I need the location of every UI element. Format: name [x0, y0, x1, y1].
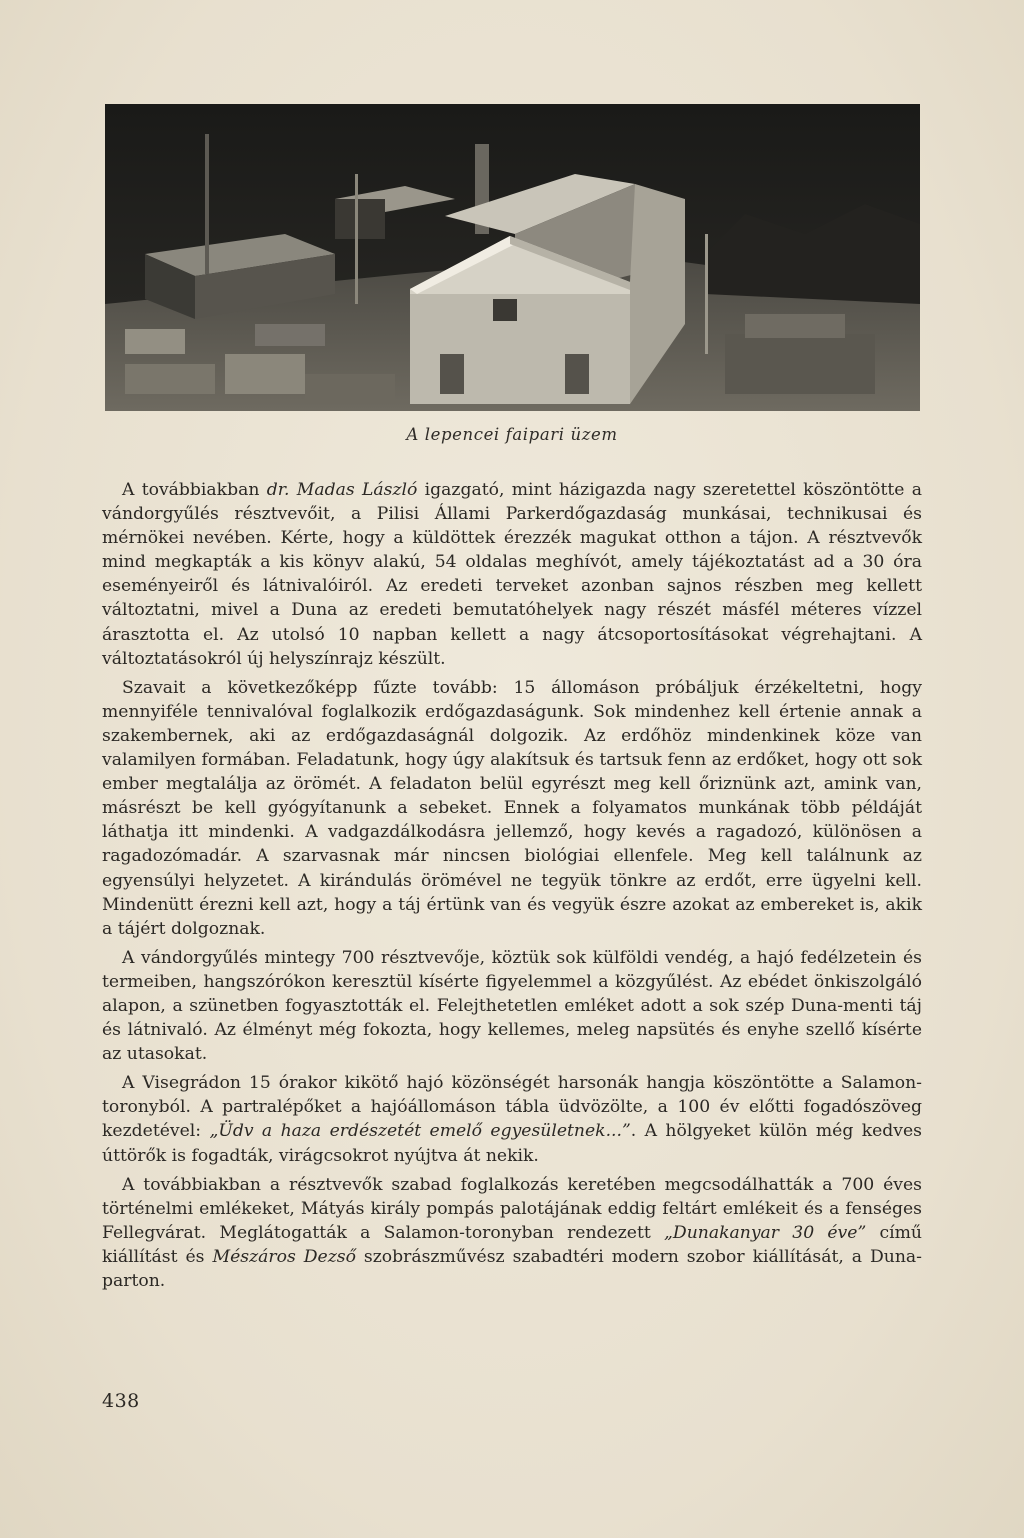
- text-run: A továbbiakban: [122, 480, 267, 500]
- text-run: A vándorgyűlés mintegy 700 résztvevője, köztük sok külföldi vendég, a hajó fedélzetein és termeiben, hangszórókon keresztül kísérte figyelemmel a közgyűlést. Az ebédet önkiszolgáló alapon, a szünetben fogyasztották el. Felejthetetlen emléket adott a sok szép Duna-menti táj és látnivaló. Az élményt még fokozta, hogy kellemes, meleg napsütés és enyhe szellő kísérte az utasokat.: [102, 947, 922, 1065]
- article-body: [102, 478, 922, 1298]
- page-number: 438: [102, 1390, 140, 1412]
- text-run: A Visegrádon 15 órakor kikötő hajó közönségét harsonák hangja köszöntötte a Salamon-toronyból. A partralépőket a hajóállomáson tábla üdvözölte, a 100 év előtti fogadószöveg kezdetével:: [102, 1073, 922, 1142]
- paragraph: [102, 946, 922, 1066]
- paragraph: [102, 676, 922, 941]
- paragraph: [102, 1071, 922, 1167]
- italic-text-run: Mészáros Dezső: [212, 1246, 356, 1267]
- factory-photo: [105, 104, 920, 411]
- italic-text-run: „Üdv a haza erdészetét emelő egyesületnek...”: [209, 1121, 631, 1142]
- text-run: igazgató, mint házigazda nagy szeretettel köszöntötte a vándorgyűlés résztvevőit, a Pilisi Állami Parkerdőgazdaság munkásai, technikusai és mérnökei nevében. Kérte, hogy a küldöttek érezzék magukat otthon a tájon. A résztvevők mind megkapták a kis könyv alakú, 54 oldalas meghívót, amely tájékoztatást ad a 30 óra eseményeiről és látnivalóiról. Az eredeti terveket azonban sajnos részben meg kellett változtatni, mivel a Duna az eredeti bemutatóhelyek nagy részét másfél méteres vízzel árasztotta el. Az utolsó 10 napban kellett a nagy átcsoportosításokat végrehajtani. A változtatásokról új helyszínrajz készült.: [102, 480, 922, 669]
- italic-text-run: „Dunakanyar 30 éve”: [664, 1222, 867, 1243]
- text-run: A továbbiakban a résztvevők szabad foglalkozás keretében megcsodálhatták a 700 éves történelmi emlékeket, Mátyás király pompás palotájának eddig feltárt emlékeit és a fenséges Fellegvárat. Meglátogatták a Salamon-toronyban rendezett: [102, 1174, 922, 1243]
- paragraph: [102, 1173, 922, 1293]
- factory-photo-image: [105, 104, 920, 411]
- italic-text-run: dr. Madas László: [266, 480, 418, 500]
- text-run: című kiállítást és: [102, 1222, 922, 1267]
- paragraph: [102, 478, 922, 671]
- photo-caption: A lepencei faipari üzem: [406, 425, 618, 444]
- text-run: . A hölgyeket külön még kedves úttörők is fogadták, virágcsokrot nyújtva át nekik.: [102, 1121, 922, 1166]
- text-run: szobrászművész szabadtéri modern szobor kiállítását, a Duna-parton.: [102, 1246, 922, 1291]
- text-run: Szavait a következőképp fűzte tovább: 15 állomáson próbáljuk érzékeltetni, hogy mennyiféle tennivalóval foglalkozik erdőgazdaságunk. Sok mindenhez kell értenie annak a szakembernek, aki az erdőgazdaságnál dolgozik. Az erdőhöz mindenkinek köze van valamilyen formában. Feladatunk, hogy úgy alakítsuk és tartsuk fenn az erdőket, hogy ott sok ember megtalálja az örömét. A feladaton belül egyrészt meg kell őriznünk azt, amink van, másrészt be kell gyógyítanunk a sebeket. Ennek a folyamatos munkának több példáját láthatja itt mindenki. A vadgazdálkodásra jellemző, hogy kevés a ragadozó, különösen a ragadozómadár. A szarvasnak már nincsen biológiai ellenfele. Meg kell találnunk az egyensúlyi helyzetet. A kirándulás örömével ne tegyük tönkre az erdőt, erre ügyelni kell. Mindenütt érezni kell azt, hogy a táj értünk van és vegyük észre azokat az embereket is, akik a tájért dolgoznak.: [102, 677, 922, 939]
